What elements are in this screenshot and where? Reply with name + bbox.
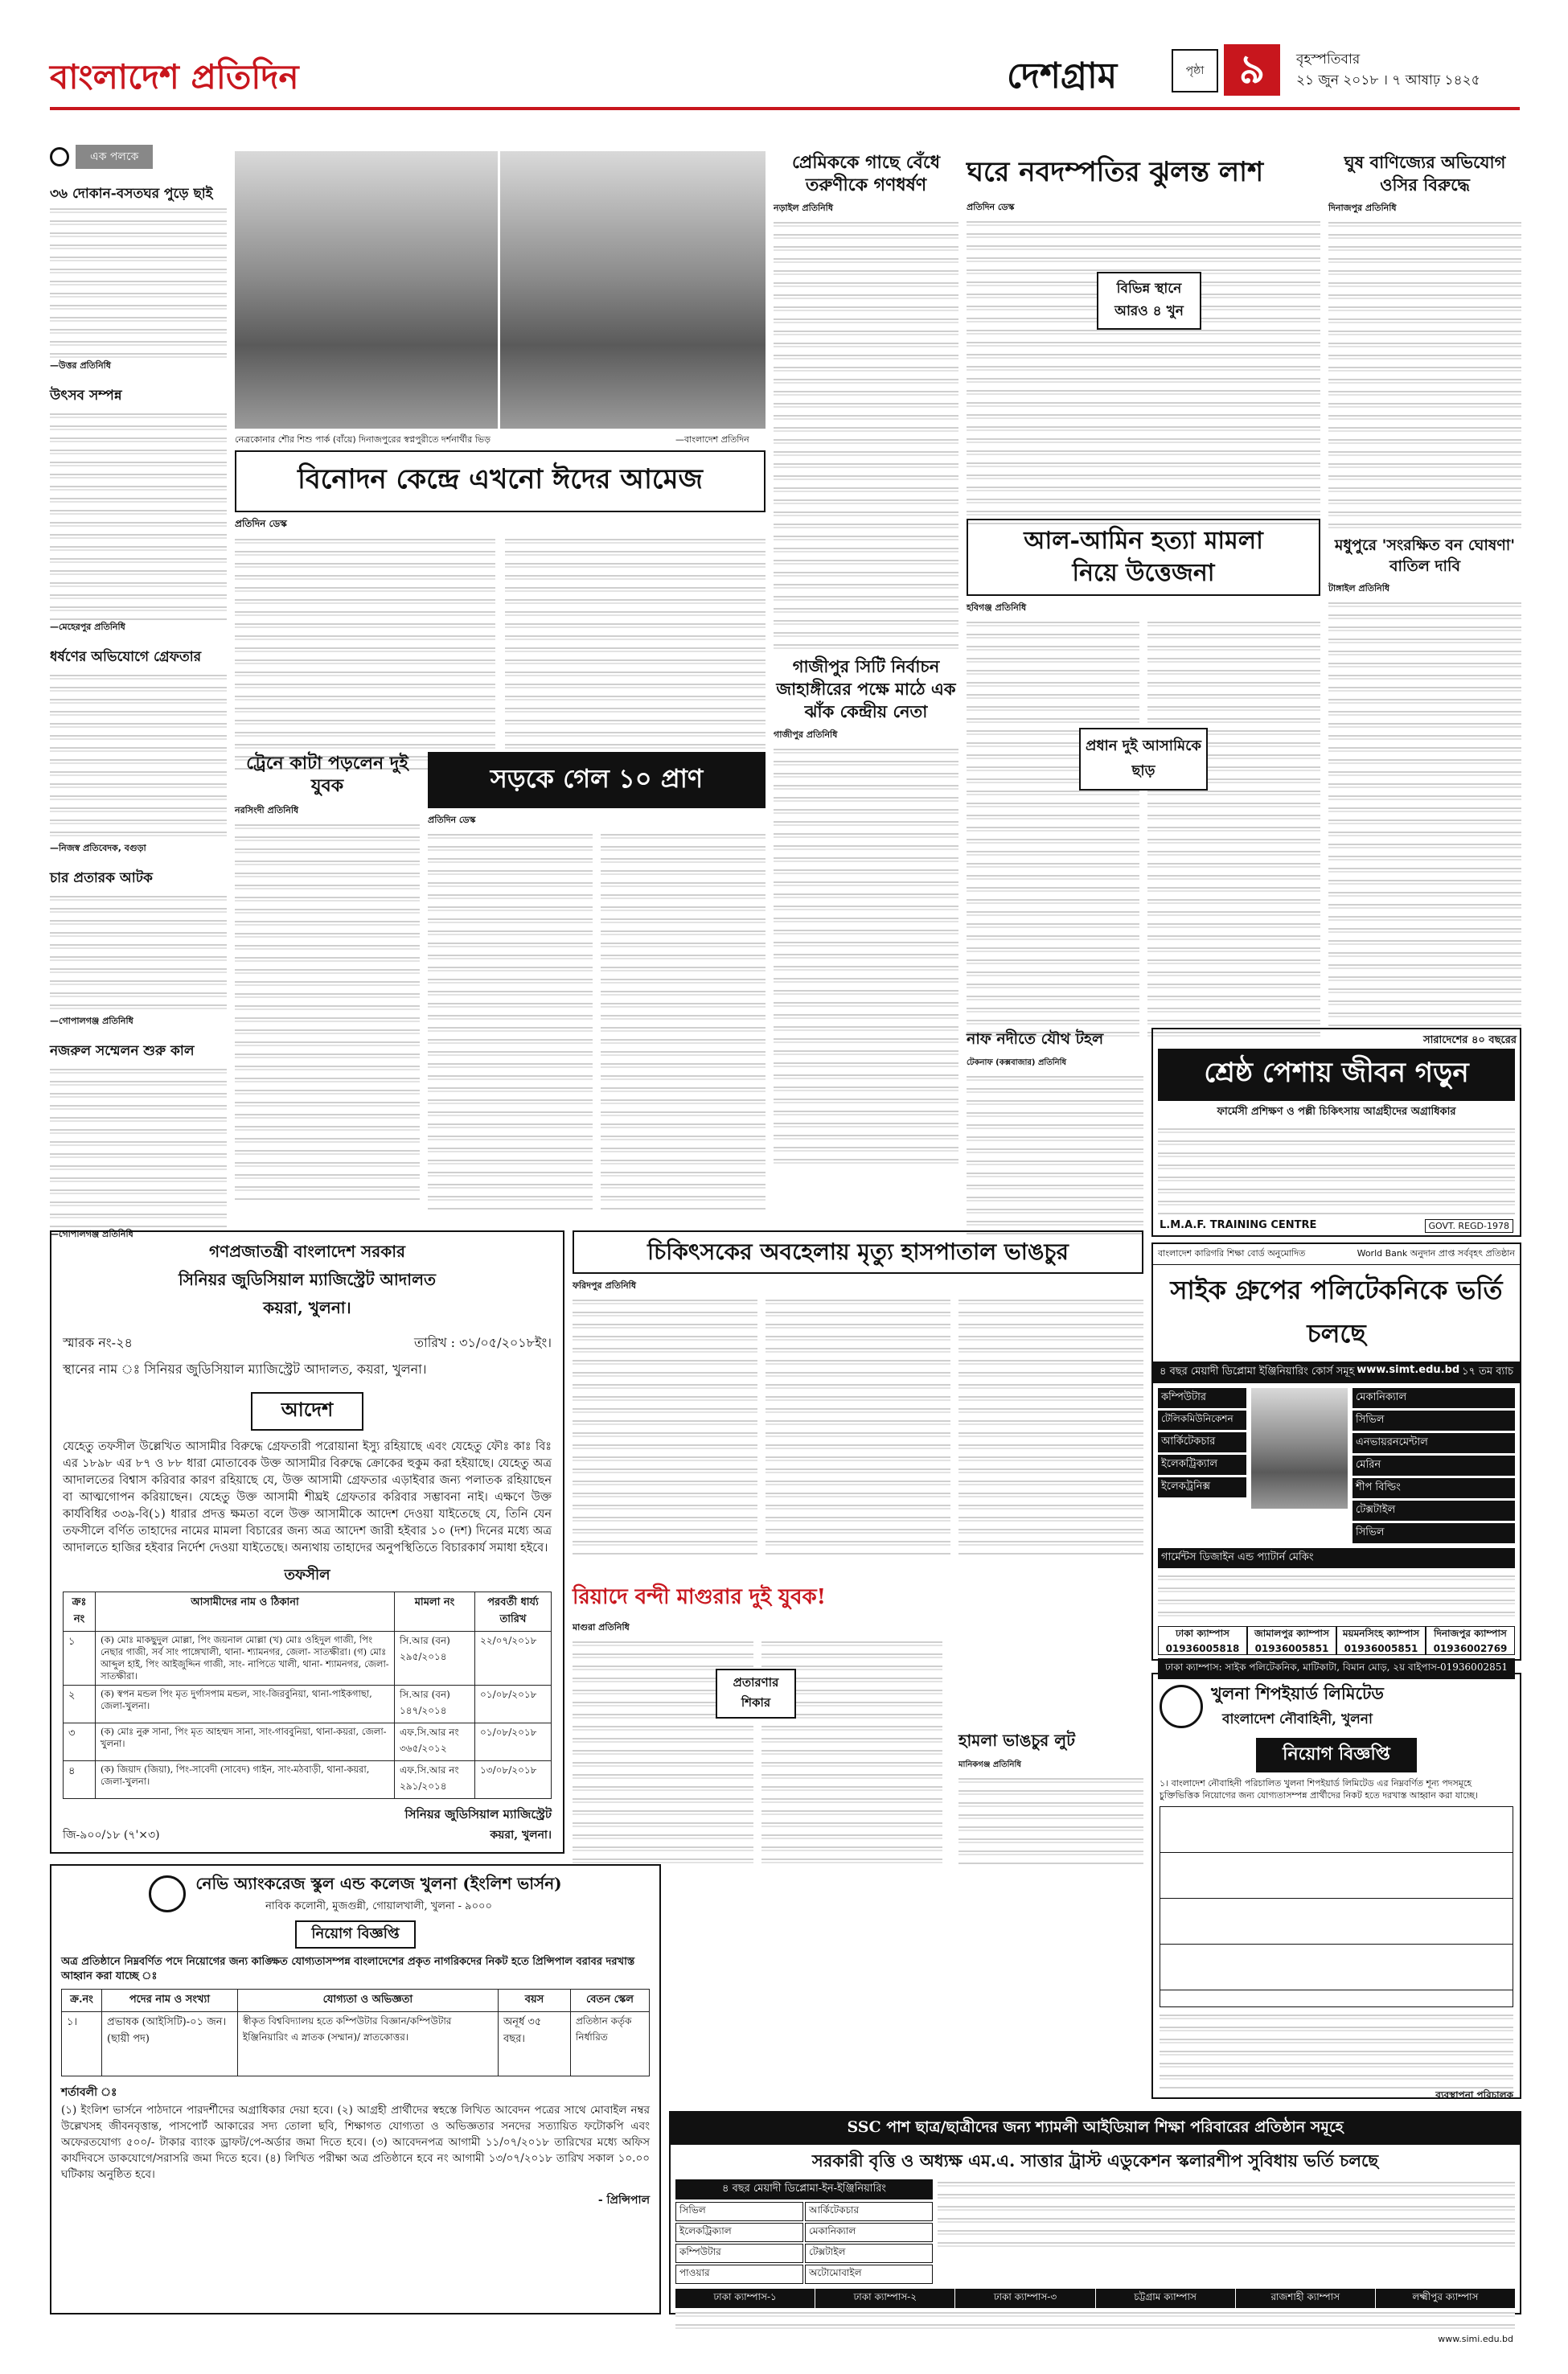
brief-title: উৎসব সম্পন্ন (50, 388, 122, 404)
court-gov: গণপ্রজাতন্ত্রী বাংলাদেশ সরকার (209, 1242, 405, 1261)
subject-item: টেক্সটাইল (805, 2244, 933, 2263)
col-header: পদের নাম ও সংখ্যা (102, 1990, 238, 2012)
byline: মাগুরা প্রতিনিধি (573, 1622, 630, 1633)
ghore-box: বিভিন্ন স্থানে আরও ৪ খুন (1097, 272, 1201, 330)
campus-name: রাজশাহী ক্যাম্পাস (1236, 2289, 1376, 2308)
paper-logo: বাংলাদেশ প্রতিদিন (50, 57, 299, 97)
byline: প্রতিদিন ডেস্ক (967, 202, 1015, 212)
subject-item-wide: গার্মেন্টস ডিজাইন এন্ড প্যাটার্ন মেকিং (1158, 1548, 1515, 1568)
court-signature: সিনিয়র জুডিসিয়াল ম্যাজিস্ট্রেট (404, 1807, 552, 1822)
saic-web: www.simt.edu.bd (1357, 1364, 1460, 1376)
brief-title: ধর্ষণের অভিযোগে গ্রেফতার (50, 649, 202, 665)
subject-item: সিভিল (675, 2202, 803, 2221)
campus-name: ঢাকা ক্যাম্পাস-৩ (955, 2289, 1095, 2308)
subject-item: শীপ বিল্ডিং (1353, 1478, 1515, 1498)
byline: নড়াইল প্রতিনিধি (774, 203, 833, 213)
lmaf-tag: সারাদেশের ৪০ বছরের (1423, 1034, 1517, 1046)
subject-item: মেকানিক্যাল (805, 2223, 933, 2242)
col-header: আসামীদের নাম ও ঠিকানা (96, 1592, 395, 1632)
shipyard-sub: বাংলাদেশ নৌবাহিনী, খুলনা (1221, 1711, 1373, 1727)
headline: রিয়াদে বন্দী মাগুরার দুই যুবক! (573, 1585, 827, 1609)
court-ref: জি-৯০০/১৮ (৭'×৩) (63, 1829, 160, 1842)
byline: দিনাজপুর প্রতিনিধি (1328, 203, 1397, 213)
lmaf-center: L.M.A.F. TRAINING CENTRE (1160, 1219, 1317, 1231)
date-line: বৃহস্পতিবার (1296, 51, 1361, 68)
campus-name: লক্ষ্মীপুর ক্যাম্পাস (1376, 2289, 1515, 2308)
campus-name: জামালপুর ক্যাম্পাস (1254, 1628, 1329, 1639)
navy-emblem-icon (1160, 1685, 1203, 1728)
table-row: ৩ (ক) মোঃ নুরু সানা, পিং মৃত আহম্মদ সানা, সাং-গাববুনিয়া, থানা-কয়রা, জেলা-খুলনা। এফ.সি.আর নং ৩৬৫/২০১২ ০১/০৮/২০১৮ (64, 1723, 552, 1761)
page-number: ৯ (1224, 44, 1280, 96)
school-table (61, 1989, 650, 2076)
article-binodon (235, 450, 766, 748)
lab-photo (1251, 1388, 1348, 1509)
headline: ট্রেনে কাটা পড়লেন দুই যুবক (246, 753, 408, 796)
saic-top-left: বাংলাদেশ কারিগরি শিক্ষা বোর্ড অনুমোদিত (1158, 1248, 1306, 1259)
headline: আল-আমিন হত্যা মামলা নিয়ে উত্তেজনা (967, 519, 1320, 596)
masthead-rule (50, 107, 1520, 110)
table-row: ৪ (ক) জিয়াদ (জিয়া), পিং-সাবেদী (সাবেদ) গাইন, সাং-মঠবাড়ী, থানা-কয়রা, জেলা-খুলনা। এফ.সি.আর নং ২৯১/২০১৪ ১৩/০৮/২০১৮ (64, 1761, 552, 1799)
brief-item (50, 868, 227, 1029)
order-title: আদেশ (251, 1392, 363, 1431)
byline: হবিগঞ্জ প্রতিনিধি (967, 602, 1027, 613)
brief-item (50, 1041, 227, 1242)
simi-headline: সরকারী বৃত্তি ও অধ্যক্ষ এম.এ. সাত্তার ট্রাস্ট এডুকেশন স্কলারশীপ সুবিধায় ভর্তি চলছে (811, 2150, 1379, 2171)
subject-item: এনভায়রনমেন্টাল (1353, 1433, 1515, 1453)
article-ghore (967, 151, 1320, 509)
simi-top: SSC পাশ ছাত্র/ছাত্রীদের জন্য শ্যামলী আইডিয়াল শিক্ষা পরিবারের প্রতিষ্ঠান সমূহে (671, 2113, 1520, 2145)
saic-headline: সাইক গ্রুপের পলিটেকনিকে ভর্তি চলছে (1170, 1275, 1503, 1349)
headline: বিনোদন কেন্দ্রে এখনো ঈদের আমেজ (235, 450, 766, 512)
ek-polok-label: এক পলকে (76, 145, 153, 169)
school-sign: - প্রিন্সিপাল (597, 2194, 650, 2207)
campus-name: ময়মনসিংহ ক্যাম্পাস (1342, 1628, 1420, 1639)
col-header: মামলা নং (395, 1592, 475, 1632)
headline: চিকিৎসকের অবহেলায় মৃত্যু হাসপাতাল ভাঙচুর (573, 1230, 1143, 1274)
subject-item: মেরিন (1353, 1456, 1515, 1476)
saic-course: ৪ বছর মেয়াদী ডিপ্লোমা ইঞ্জিনিয়ারিং কোর্স সমূহ (1160, 1366, 1355, 1378)
school-address: নাবিক কলোনী, মুজগুন্নী, গোয়ালখালী, খুলনা - ৯০০০ (265, 1900, 492, 1912)
col-header: বয়স (498, 1990, 570, 2012)
court-location: স্থানের নাম ঃ সিনিয়র জুডিসিয়াল ম্যাজিস্ট্রেট আদালত, কয়রা, খুলনা। (63, 1362, 427, 1377)
headline: সড়কে গেল ১০ প্রাণ (428, 752, 766, 808)
shipyard-intro: ১। বাংলাদেশ নৌবাহিনী পরিচালিত খুলনা শিপইয়ার্ড লিমিটেড এর নিম্নবর্ণিত শূন্য পদসমূহে চুক্তিভিত্তিক নিয়োগের জন্য যোগ্যতাসম্পন্ন প্রার্থীদের নিকট হতে দরখাস্ত আহ্বান করা যাচ্ছে। (1160, 1778, 1479, 1801)
campus-phone: 01936002769 (1433, 1643, 1508, 1654)
article-madhupur (1328, 535, 1521, 1017)
subject-item: পাওয়ার (675, 2265, 803, 2284)
byline: নরসিংদী প্রতিনিধি (235, 805, 299, 815)
campus-name: ঢাকা ক্যাম্পাস-২ (815, 2289, 955, 2308)
lmaf-sub: ফার্মেসী প্রশিক্ষণ ও পল্লী চিকিৎসায় আগ্রহীদের অগ্রাধিকার (1217, 1106, 1456, 1118)
page-label: পৃষ্ঠা (1172, 49, 1218, 92)
campus-name: ঢাকা ক্যাম্পাস (1176, 1628, 1229, 1639)
court-place: কয়রা, খুলনা। (263, 1298, 351, 1317)
article-chikitsok (573, 1230, 1143, 1576)
campus-phone: 01936005851 (1344, 1643, 1418, 1654)
campus-phone: 01936005851 (1254, 1643, 1329, 1654)
riyad-box: প্রতারণার শিকার (716, 1669, 796, 1719)
subject-item: ইলেকট্রিক্যাল (1158, 1455, 1246, 1475)
saic-top-right: World Bank অনুদান প্রাপ্ত সর্ববৃহৎ প্রতিষ্ঠান (1357, 1248, 1515, 1259)
headline: মধুপুরে 'সংরক্ষিত বন ঘোষণা' বাতিল দাবি (1334, 536, 1516, 575)
saic-ad (1151, 1242, 1521, 1673)
byline: গাজীপুর প্রতিনিধি (774, 729, 838, 740)
article-alamin (967, 519, 1320, 1021)
col-header: ক্র.নং (62, 1990, 102, 2012)
court-memo: স্মারক নং-২৪ (63, 1335, 133, 1350)
headline: প্রেমিককে গাছে বেঁধে তরুণীকে গণধর্ষণ (791, 152, 941, 195)
byline: প্রতিদিন ডেস্ক (235, 518, 287, 529)
subject-item: সিভিল (1353, 1523, 1515, 1543)
school-intro: অত্র প্রতিষ্ঠানে নিম্নবর্ণিত পদে নিয়োগের জন্য কাঙ্ক্ষিত যোগ্যতাসম্পন্ন বাংলাদেশের প্রকৃত নাগরিকদের নিকট হতে প্রিন্সিপাল বরাবর দরখাস্ত আহ্বান করা যাচ্ছে ঃ (61, 1956, 635, 1982)
court-signature-place: কয়রা, খুলনা। (490, 1829, 552, 1842)
subject-item: সিভিল (1353, 1411, 1515, 1431)
subject-item: ইলেকট্রিক্যাল (675, 2223, 803, 2242)
saic-batch: ১৭ তম ব্যাচ (1462, 1366, 1513, 1378)
tofsil-table (63, 1592, 552, 1799)
school-ad (50, 1864, 661, 2314)
brief-item (50, 185, 227, 374)
article-naf (967, 1028, 1143, 1229)
article-riyad (573, 1580, 950, 1850)
article-sorok (428, 752, 766, 1202)
spiral-icon (50, 147, 69, 166)
article-premik (774, 151, 958, 650)
simi-ad (669, 2111, 1521, 2344)
brief-credit: —নিজস্ব প্রতিবেদক, বগুড়া (50, 843, 146, 853)
campus-name: চট্টগ্রাম ক্যাম্পাস (1096, 2289, 1236, 2308)
subject-item: মেকানিক্যাল (1353, 1388, 1515, 1408)
subject-item: আর্কিটেকচার (1158, 1432, 1246, 1452)
campus-name: ঢাকা ক্যাম্পাস-১ (675, 2289, 815, 2308)
byline: মানিকগঞ্জ প্রতিনিধি (958, 1760, 1021, 1769)
headline: ঘরে নবদম্পতির ঝুলন্ত লাশ (967, 156, 1264, 188)
col-header: ক্রঃ নং (64, 1592, 96, 1632)
tofsil-title: তফসীল (284, 1567, 330, 1583)
court-date: তারিখ : ৩১/০৫/২০১৮ইং। (414, 1335, 552, 1350)
school-logo-icon (149, 1875, 186, 1912)
headline: ঘুষ বাণিজ্যের অভিযোগ ওসির বিরুদ্ধে (1344, 152, 1506, 195)
subject-item: অটোমোবাইল (805, 2265, 933, 2284)
col-header: বেতন স্কেল (570, 1990, 649, 2012)
article-ghush (1328, 151, 1521, 529)
table-row: ১ (ক) মোঃ মাকছুদুল মোল্লা, পিং জয়নাল মোল্লা (খ) মোঃ ওহিদুল গাজী, পিং নেছার গাজী, সর্ব সাং পাঙ্গেখালী, থানা- শ্যামনগর, জেলা- সাতক্ষীরা। (গ) মোঃ আব্দুল হাই, পিং আইজুদ্দিন গাজী, সাং- নাপিতে খালী, থানা- শ্যামনগর, জেলা- সাতক্ষীরা। সি.আর (বন) ২৯৫/২০১৪ ২২/০৭/২০১৮ (64, 1632, 552, 1686)
simi-sub: ৪ বছর মেয়াদী ডিপ্লোমা-ইন-ইঞ্জিনিয়ারিং (675, 2179, 933, 2199)
brief-title: চার প্রতারক আটক (50, 870, 153, 886)
headline: হামলা ভাঙচুর লুট (958, 1731, 1076, 1750)
section-title: দেশগ্রাম (1007, 55, 1118, 97)
campus-name: দিনাজপুর ক্যাম্পাস (1434, 1628, 1507, 1639)
table-row: ২ (ক) স্বপন মন্ডল পিং মৃত দুর্গাসপাম মন্ডল, সাং-জিরবুনিয়া, থানা-পাইকগাছা, জেলা-খুলনা। সি.আর (বন) ১৪৭/২০১৪ ০১/০৮/২০১৮ (64, 1686, 552, 1723)
terms-title: শর্তাবলী ঃ (61, 2086, 117, 2099)
shipyard-table (1160, 1806, 1513, 2007)
brief-credit: —গোপালগঞ্জ প্রতিনিধি (50, 1229, 133, 1239)
brief-title: ৩৬ দোকান-বসতঘর পুড়ে ছাই (50, 186, 213, 202)
byline: টেকনাফ (কক্সবাজার) প্রতিনিধি (967, 1058, 1067, 1067)
article-jahangir (774, 655, 958, 1202)
article-hamla (958, 1729, 1143, 1854)
school-title: নেভি অ্যাংকরেজ স্কুল এন্ড কলেজ খুলনা (ইংলিশ ভার্সন) (195, 1874, 562, 1893)
court-body: যেহেতু তফসীল উল্লেখিত আসামীর বিরুদ্ধে গ্রেফতারী পরোয়ানা ইস্যু রহিয়াছে এবং যেহেতু ফৌঃ কাঃ বিঃ এর ১৮৯৮ এর ৮৭ ও ৮৮ ধারা মোতাবেক উক্ত আসামীর বিরুদ্ধে ক্রোকের হুকুম করা হইয়াছে। যেহেতু অত্র আদালতের বিশ্বাস করিবার কারণ রহিয়াছে যে, উক্ত আসামী গ্রেফতার এড়াইবার জন্য পলাতক রহিয়াছেন বা আত্মগোপন করিয়াছেন। যেহেতু উক্ত আসামী শীঘ্রই গ্রেফতার করিবার সম্ভাবনা নাই। এক্ষণে উক্ত কার্যবিধির ৩৩৯-বি(১) ধারার প্রদত্ত ক্ষমতা বলে উক্ত আসামীকে আদেশ দেওয়া যাইতেছে যে, তিনি যেন তফসীলে বর্ণিত তাহাদের নামের মামলা বিচারের জন্য অত্র আদেশ জারী হইবার ১০ (দশ) দিনের মধ্যে অত্র আদালতে হাজির হইবার নির্দেশ দেওয়া যাইতেছে। অন্যথায় তাহাদের অনুপস্থিতিতে বিচারকার্য সমাধা হইবে। (63, 1440, 552, 1555)
shipyard-footer: ব্যবস্থাপনা পরিচালক (1435, 2089, 1513, 2101)
col-header: পরবর্তী ধার্য্য তারিখ (475, 1592, 552, 1632)
brief-title: নজরুল সম্মেলন শুরু কাল (50, 1043, 195, 1059)
photo-caption: নেত্রকোনার শৌর শিশু পার্ক (বাঁয়ে) দিনাজপুরের স্বপ্নপুরীতে দর্শনার্থীর ভিড় (235, 434, 491, 445)
court-notice (50, 1230, 564, 1854)
brief-item (50, 385, 227, 635)
lmaf-ad (1151, 1028, 1521, 1237)
brief-credit: —মেহেরপুর প্রতিনিধি (50, 622, 125, 632)
byline: টাঙ্গাইল প্রতিনিধি (1328, 583, 1390, 594)
alamin-box: প্রধান দুই আসামিকে ছাড় (1079, 728, 1208, 791)
brief-item (50, 647, 227, 856)
brief-credit: —উত্তর প্রতিনিধি (50, 360, 111, 371)
headline: গাজীপুর সিটি নির্বাচন জাহাঙ্গীরের পক্ষে মাঠে এক ঝাঁক কেন্দ্রীয় নেতা (776, 656, 956, 721)
date: ২১ জুন ২০১৮ । ৭ আষাঢ় ১৪২৫ (1296, 72, 1480, 88)
shipyard-title: খুলনা শিপইয়ার্ড লিমিটেড (1211, 1683, 1384, 1703)
shipyard-heading: নিয়োগ বিজ্ঞপ্তি (1256, 1738, 1417, 1772)
lmaf-reg: GOVT. REGD-1978 (1425, 1219, 1513, 1233)
terms-body: (১) ইংলিশ ভার্সনে পাঠদানে পারদর্শীদের অগ্রাধিকার দেয়া হবে। (২) আগ্রহী প্রার্থীদের স্বহস্তে লিখিত আবেদন পত্রের সাথে মোবাইল নম্বর উল্লেখসহ জীবনবৃত্তান্ত, পাসপোর্ট আকারের সদ্য তোলা ছবি, শিক্ষাগত যোগ্যতা ও অভিজ্ঞতার সনদের সত্যায়িত ফটোকপি এবং অফেরতযোগ্য ৫০০/- টাকার ব্যাংক ড্রাফট/পে-অর্ডার জমা দিতে হবে। (৩) আবেদনপত্র আগামী ১১/০৭/২০১৮ তারিখের মধ্যে অফিস কার্যদিবসে ডাকযোগে/সরাসরি জমা দিতে হবে। (৪) লিখিত পরীক্ষা অত্র প্রতিষ্ঠানে হবে নং আগামী ১৩/০৭/২০১৮ তারিখ সকাল ১০.০০ ঘটিকায় অনুষ্ঠিত হবে। (61, 2104, 650, 2181)
subject-item: টেক্সটাইল (1353, 1501, 1515, 1521)
article-train (235, 752, 420, 1202)
subject-item: ইলেকট্রনিক্স (1158, 1477, 1246, 1497)
simi-web: www.simi.edu.bd (1438, 2334, 1513, 2344)
court-name: সিনিয়র জুডিসিয়াল ম্যাজিস্ট্রেট আদালত (179, 1270, 436, 1289)
subject-item: কম্পিউটার (675, 2244, 803, 2263)
subject-item: টেলিকমিউনিকেশন (1158, 1411, 1246, 1430)
col-header: যোগ্যতা ও অভিজ্ঞতা (237, 1990, 498, 2012)
shipyard-ad (1151, 1673, 1521, 2099)
byline: ফরিদপুর প্রতিনিধি (573, 1280, 636, 1291)
campus-phone: 01936005818 (1165, 1643, 1240, 1654)
subject-item: আর্কিটেকচার (805, 2202, 933, 2221)
photo-credit: —বাংলাদেশ প্রতিদিন (675, 434, 749, 445)
subject-item: কম্পিউটার (1158, 1388, 1246, 1408)
table-row: ১। প্রভাষক (আইসিটি)-০১ জন। (ছায়ী পদ) স্বীকৃত বিশ্ববিদ্যালয় হতে কম্পিউটার বিজ্ঞান/কম্পিউটার ইঞ্জিনিয়ারিং এ স্নাতক (সম্মান)/ স্নাতকোত্তর। অনূর্ধ ৩৫ বছর। প্রতিষ্ঠান কর্তৃক নির্ধারিত (62, 2012, 650, 2076)
masthead (50, 44, 1520, 125)
saic-footer: ঢাকা ক্যাম্পাস: সাইক পলিটেকনিক, মাটিকাটা, বিমান মোড়, ২য় বাইপাস-01936002851 (1158, 1658, 1515, 1679)
headline: নাফ নদীতে যৌথ টহল (967, 1030, 1104, 1048)
lmaf-headline: শ্রেষ্ঠ পেশায় জীবন গড়ুন (1158, 1049, 1515, 1101)
school-heading: নিয়োগ বিজ্ঞপ্তি (295, 1920, 416, 1949)
lead-photo (235, 151, 766, 429)
ek-polok-column (50, 145, 227, 1239)
brief-credit: —গোপালগঞ্জ প্রতিনিধি (50, 1016, 133, 1026)
byline: প্রতিদিন ডেস্ক (428, 815, 476, 825)
